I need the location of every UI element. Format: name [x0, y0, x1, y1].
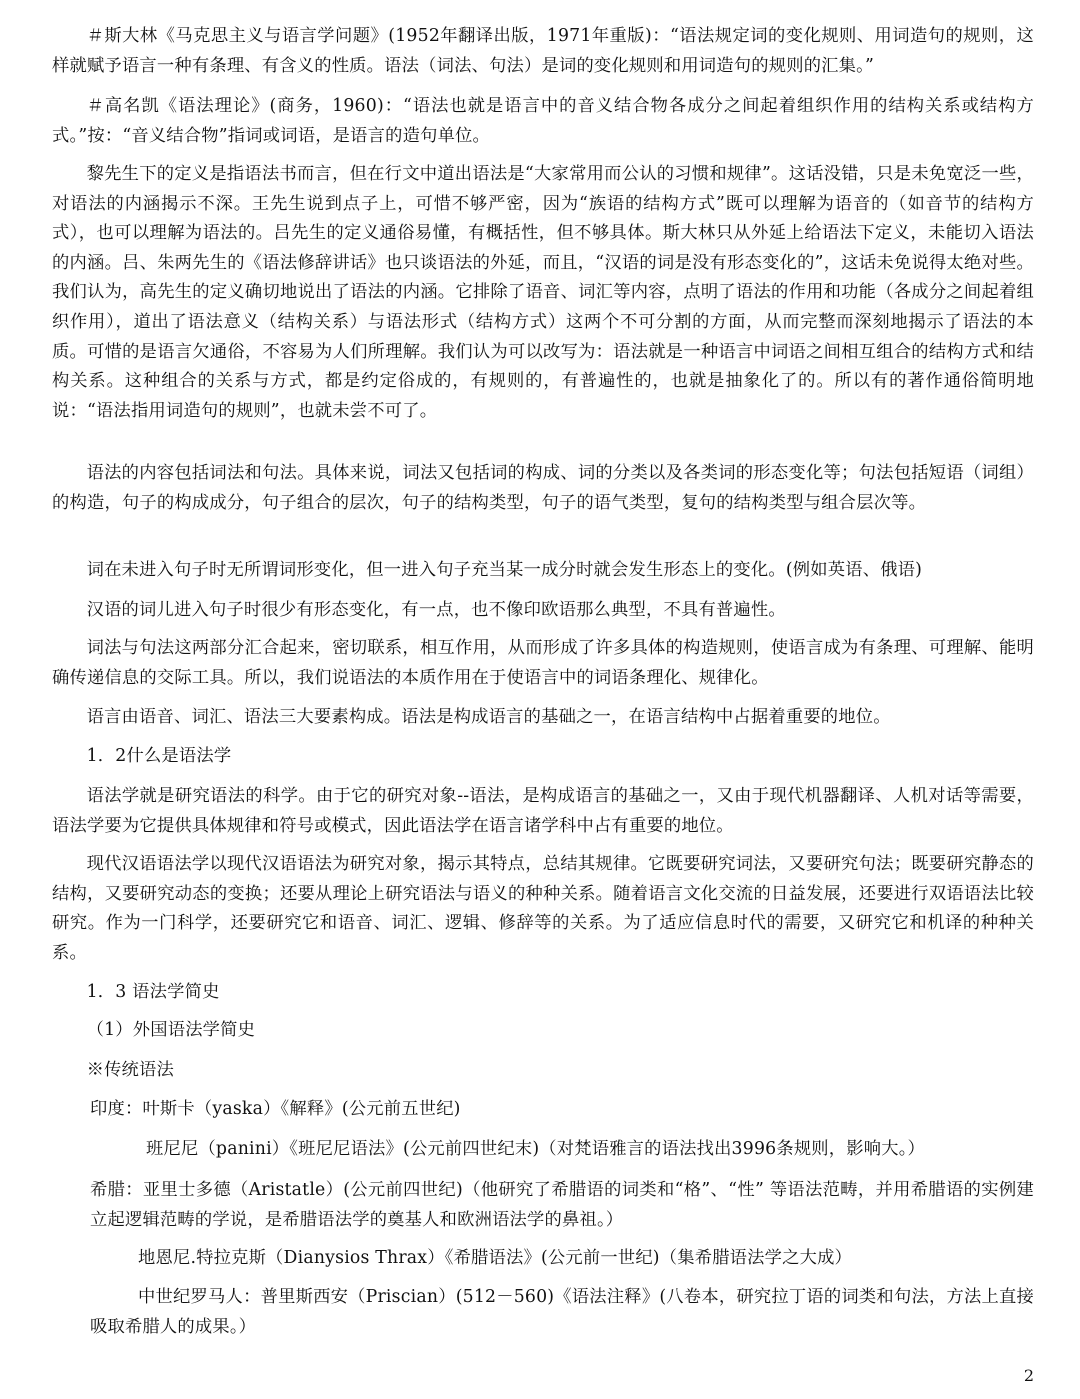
paragraph-evaluation: 黎先生下的定义是指语法书而言，但在行文中道出语法是“大家常用而公认的习惯和规律”。这话没错，只是未免宽泛一些，对语法的内涵揭示不深。王先生说到点子上，可惜不够严密，因为“族语的结构方式”既可以理解为语音的（如音节的结构方式），也可以理解为语法的。吕先生的定义通俗易懂，有概括性，但不够具体。斯大林只从外延上给语法下定义，未能切入语法的内涵。吕、朱两先生的《语法修辞讲话》也只谈语法的外延，而且，“汉语的词是没有形态变化的”，这话未免说得太绝对些。我们认为，高先生的定义确切地说出了语法的内涵。它排除了语音、词汇等内容，点明了语法的作用和功能（各成分之间起着组织作用），道出了语法意义（结构关系）与语法形式（结构方式）这两个不可分割的方面，从而完整而深刻地揭示了语法的本质。可惜的是语言欠通俗，不容易为人们所理解。我们认为可以改写为：语法就是一种语言中词语之间相互组合的结构方式和结构关系。这种组合的关系与方式，都是约定俗成的，有规则的，有普遍性的，也就是抽象化了的。所以有的著作通俗简明地说：“语法指用词造句的规则”，也就未尝不可了。	[52, 164, 1034, 421]
heading-traditional-grammar: ※传统语法	[86, 1060, 175, 1080]
entry-panini: 班尼尼（panini）《班尼尼语法》(公元前四世纪末)（对梵语雅言的语法找出3996条规则，影响大。）	[146, 1139, 926, 1159]
paragraph-morphology-syntax: 词法与句法这两部分汇合起来，密切联系，相互作用，从而形成了许多具体的构造规则，使语言成为有条理、可理解、能明确传递信息的交际工具。所以，我们说语法的本质作用在于使语言中的词语条理化、规律化。	[52, 638, 1034, 688]
heading-grammar-history: 1．3 语法学简史	[86, 982, 220, 1002]
paragraph-stalin-definition: ＃斯大林《马克思主义与语言学问题》(1952年翻译出版，1971年重版)：“语法规定词的变化规则、用词造句的规则，这样就赋予语言一种有条理、有含义的性质。语法（词法、句法）是词的变化规则和用词造句的规则的汇集。”	[52, 26, 1034, 76]
paragraph-grammar-science: 语法学就是研究语法的科学。由于它的研究对象--语法，是构成语言的基础之一，又由于现代机器翻译、人机对话等需要，语法学要为它提供具体规律和符号或模式，因此语法学在语言诸学科中占有重要的地位。	[52, 786, 1034, 836]
entry-india-yaska: 印度：叶斯卡（yaska）《解释》(公元前五世纪)	[90, 1099, 461, 1119]
heading-what-is-grammar-study: 1．2什么是语法学	[86, 746, 232, 766]
entry-priscian: 中世纪罗马人：普里斯西安（Priscian）(512－560)《语法注释》(八卷本，研究拉丁语的词类和句法，方法上直接吸取希腊人的成果。）	[90, 1287, 1034, 1337]
paragraph-word-form: 词在未进入句子时无所谓词形变化，但一进入句子充当某一成分时就会发生形态上的变化。(例如英语、俄语)	[86, 560, 923, 580]
entry-dionysios-thrax: 地恩尼.特拉克斯（Dianysios Thrax）《希腊语法》(公元前一世纪)（集希腊语法学之大成）	[138, 1248, 853, 1268]
paragraph-three-elements: 语言由语音、词汇、语法三大要素构成。语法是构成语言的基础之一，在语言结构中占据着重要的地位。	[86, 707, 891, 727]
paragraph-gao-definition: ＃高名凯《语法理论》(商务，1960)：“语法也就是语言中的音义结合物各成分之间起着组织作用的结构关系或结构方式。”按：“音义结合物”指词或词语，是语言的造句单位。	[52, 96, 1034, 146]
paragraph-grammar-content: 语法的内容包括词法和句法。具体来说，词法又包括词的构成、词的分类以及各类词的形态变化等；句法包括短语（词组）的构造，句子的构成成分，句子组合的层次，句子的结构类型，句子的语气类型，复句的结构类型与组合层次等。	[52, 463, 1034, 513]
page-number: 2	[1023, 1366, 1034, 1385]
entry-greece-aristotle: 希腊：亚里士多德（Aristatle）(公元前四世纪)（他研究了希腊语的词类和“格”、“性” 等语法范畴，并用希腊语的实例建立起逻辑范畴的学说，是希腊语法学的奠基人和欧洲语法学的鼻祖。）	[90, 1180, 1034, 1230]
heading-foreign-grammar-history: （1）外国语法学简史	[86, 1020, 256, 1040]
paragraph-chinese-words: 汉语的词儿进入句子时很少有形态变化，有一点，也不像印欧语那么典型，不具有普遍性。	[86, 600, 786, 620]
paragraph-modern-chinese-grammar: 现代汉语语法学以现代汉语语法为研究对象，揭示其特点，总结其规律。它既要研究词法，又要研究句法；既要研究静态的结构，又要研究动态的变换；还要从理论上研究语法与语义的种种关系。随着语言文化交流的日益发展，还要进行双语语法比较研究。作为一门科学，还要研究它和语音、词汇、逻辑、修辞等的关系。为了适应信息时代的需要，又研究它和机译的种种关系。	[52, 854, 1034, 963]
